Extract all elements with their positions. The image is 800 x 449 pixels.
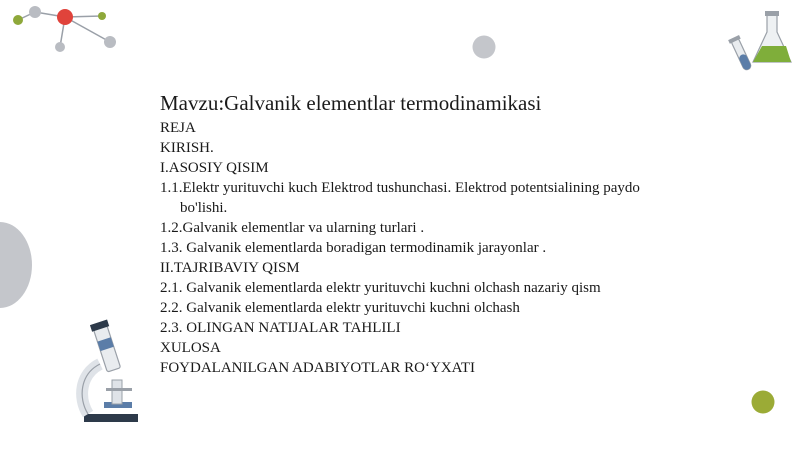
outline-line: REJA — [160, 120, 196, 136]
outline-line: bo'lishi. — [180, 200, 228, 216]
outline-line: XULOSA — [160, 340, 221, 356]
outline-line: 2.3. OLINGAN NATIJALAR TAHLILI — [160, 320, 401, 336]
outline-line: 1.1.Elektr yurituvchi kuch Elektrod tushunchasi. Elektrod potentsialining paydo — [160, 180, 640, 196]
gray-circle-icon — [472, 35, 496, 59]
slide-content — [160, 90, 720, 378]
microscope-icon — [70, 318, 150, 428]
outline-line: KIRISH. — [160, 140, 214, 156]
outline-line: II.TAJRIBAVIY QISM — [160, 260, 300, 276]
flask-icon — [715, 8, 795, 80]
outline-line: I.ASOSIY QISIM — [160, 160, 269, 176]
outline-line: 1.3. Galvanik elementlarda boradigan termodinamik jarayonlar . — [160, 240, 547, 256]
gray-halfcircle-icon — [0, 220, 34, 310]
outline-line: 2.1. Galvanik elementlarda elektr yurituvchi kuchni olchash nazariy qism — [160, 280, 601, 296]
outline-line: 2.2. Galvanik elementlarda elektr yurituvchi kuchni olchash — [160, 300, 520, 316]
outline-line: 1.2.Galvanik elementlar va ularning turlari . — [160, 220, 425, 236]
slide-title: Mavzu:Galvanik elementlar termodinamikasi — [160, 91, 542, 115]
outline-line: FOYDALANILGAN ADABIYOTLAR RO‘YXATI — [160, 360, 475, 376]
molecule-icon — [0, 0, 130, 60]
green-dot-icon — [751, 390, 775, 414]
